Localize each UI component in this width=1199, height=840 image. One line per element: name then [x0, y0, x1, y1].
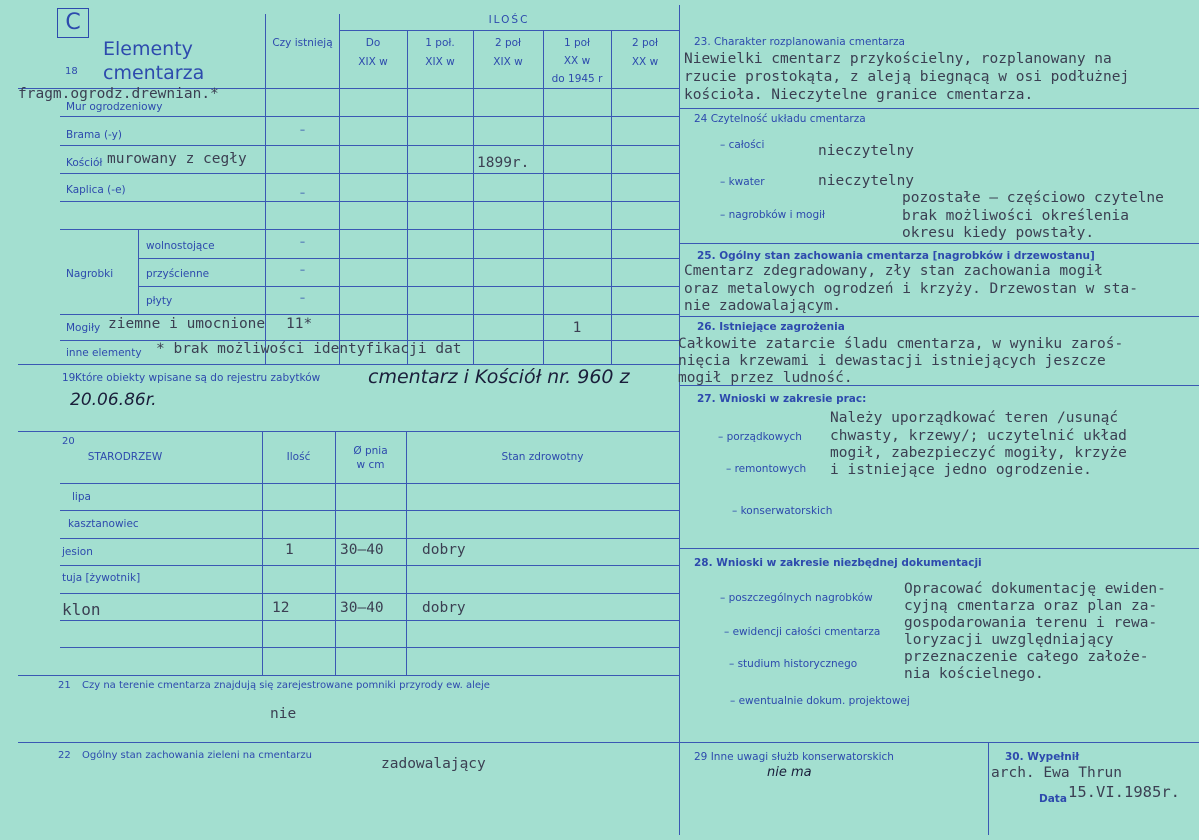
wall-mounted-exists: – [299, 264, 306, 276]
section-27-line: Należy uporządkować teren /usunąć [830, 410, 1119, 426]
section-30-date-label: Data [1039, 793, 1067, 805]
col-header: XIX w [493, 56, 523, 68]
grid-line [679, 243, 1199, 244]
card-letter: C [65, 10, 81, 35]
card-letter-box [57, 8, 89, 38]
section-24-quarters-value: nieczytelny [818, 173, 915, 189]
grid-line [60, 229, 679, 230]
tree-name: lipa [72, 491, 91, 503]
grid-line [138, 286, 679, 287]
grid-line [339, 30, 679, 31]
section-26-label: 26. Istniejące zagrożenia [697, 321, 845, 333]
row-label-chapel: Kaplica (-e) [66, 184, 126, 196]
header-quantity: ILOŚC [488, 14, 530, 26]
section-26-line: Całkowite zatarcie śladu cmentarza, w wyniku zaroś- [678, 336, 1124, 352]
section-24-tombs-line: okresu kiedy powstały. [902, 225, 1095, 241]
section-30-date: 15.VI.1985r. [1068, 783, 1180, 801]
section-27-label: 27. Wnioski w zakresie prac: [697, 393, 867, 405]
grid-line [60, 483, 679, 484]
section-21-label: Czy na terenie cmentarza znajdują się zarejestrowane pomniki przyrody ew. aleje [82, 680, 490, 691]
section-28-item: – ewentualnie dokum. projektowej [730, 695, 910, 707]
church-year: 1899r. [477, 155, 530, 171]
section-19-date: 20.06.86r. [70, 390, 157, 410]
section-27-conservation-label: – konserwatorskich [732, 505, 833, 517]
section-27-line: mogił, zabezpieczyć mogiły, krzyże [830, 445, 1127, 461]
section-29-answer: nie ma [767, 765, 812, 780]
slabs-exists: – [299, 292, 306, 304]
col-header: XIX w [425, 56, 455, 68]
section-25-line: oraz metalowych ogrodzeń i krzyży. Drzewostan w sta- [684, 281, 1138, 297]
row-label-tombs: Nagrobki [66, 268, 114, 280]
section-23-label: 23. Charakter rozplanowania cmentarza [694, 36, 905, 48]
tree-health: dobry [422, 600, 466, 616]
section-25-line: nie zadowalającym. [684, 298, 842, 314]
row-label-church: Kościół [66, 157, 103, 169]
section-19-number: 19 [62, 372, 76, 384]
church-note: murowany z cegły [107, 151, 247, 167]
row-label-graves: Mogiły [66, 322, 101, 334]
grid-line [60, 647, 679, 648]
graves-count: 1 [572, 320, 582, 336]
grid-line [60, 593, 679, 594]
grid-line [679, 316, 1199, 317]
grid-line [60, 201, 679, 202]
header-diameter: Ø pnia [353, 445, 388, 457]
center-divider [679, 5, 680, 835]
section-23-line: rzucie prostokąta, z aleją biegnącą w osi podłużnej [684, 69, 1130, 85]
graves-note: ziemne i umocnione [108, 316, 266, 332]
header-diameter-unit: w cm [356, 459, 385, 471]
row-label-freestanding: wolnostojące [146, 240, 215, 252]
grid-line [60, 145, 679, 146]
section-25-line: Cmentarz zdegradowany, zły stan zachowania mogił [684, 263, 1104, 279]
section-19-handwritten: cmentarz i Kościół nr. 960 z [368, 366, 630, 388]
row-label-wall-mounted: przyścienne [146, 268, 210, 280]
col-header: 1 poł. [425, 37, 455, 49]
header-count: Ilość [286, 451, 311, 463]
section-24-quarters-label: – kwater [720, 176, 765, 188]
tree-diameter: 30–40 [340, 542, 384, 558]
section-24-tombs-line: pozostałe – częściowo czytelne [902, 190, 1164, 206]
section-28-item: – ewidencji całości cmentarza [724, 626, 881, 638]
row-label-other: inne elementy [66, 347, 142, 359]
other-note: * brak możliwości identyfikacji dat [156, 341, 462, 357]
chapel-exists: – [299, 187, 306, 199]
grid-line [679, 108, 1199, 109]
section-28-line: Opracować dokumentację ewiden- [904, 581, 1166, 597]
section-28-line: gospodarowania terenu i rewa- [904, 615, 1158, 631]
section-27-repair-label: – remontowych [726, 463, 807, 475]
tree-name: jesion [62, 546, 93, 558]
grid-line [988, 742, 989, 835]
grid-line [18, 431, 679, 432]
grid-line [60, 510, 679, 511]
grid-line [679, 548, 1199, 549]
header-species: STARODRZEW [87, 451, 163, 463]
tree-count: 1 [285, 542, 294, 558]
section-21-answer: nie [270, 706, 297, 722]
row-label-gate: Brama (-y) [66, 129, 122, 141]
section-22-answer: zadowalający [381, 756, 486, 772]
grid-line [60, 538, 679, 539]
tree-name: kasztanowiec [68, 518, 139, 530]
grid-line [18, 742, 679, 743]
grid-line [262, 431, 263, 675]
section-30-label: 30. Wypełnił [1005, 751, 1080, 763]
section-24-tombs-label: – nagrobków i mogił [720, 209, 826, 221]
col-header: 1 poł [563, 37, 591, 49]
section-28-line: cyjną cmentarza oraz plan za- [904, 598, 1158, 614]
col-header: do 1945 r [551, 73, 603, 85]
section-23-line: kościoła. Nieczytelne granice cmentarza. [684, 87, 1034, 103]
tree-health: dobry [422, 542, 466, 558]
section-24-whole-label: – całości [720, 139, 765, 151]
grid-line [60, 116, 679, 117]
section-23-line: Niewielki cmentarz przykościelny, rozplanowany na [684, 51, 1112, 67]
section-24-whole-value: nieczytelny [818, 143, 915, 159]
col-header: XX w [631, 56, 659, 68]
col-header: XIX w [358, 56, 388, 68]
grid-line [60, 620, 679, 621]
grid-line [679, 742, 1199, 743]
gate-exists: – [299, 124, 306, 136]
header-health: Stan zdrowotny [501, 451, 584, 463]
section-24-label: 24 Czytelność układu cmentarza [694, 113, 866, 125]
graves-exists: 11* [286, 316, 313, 332]
grid-line [18, 675, 679, 676]
row-label-wall: Mur ogrodzeniowy [66, 101, 163, 113]
section-28-line: przeznaczenie całego założe- [904, 649, 1149, 665]
col-header: Do [365, 37, 381, 49]
section-19-label: Które obiekty wpisane są do rejestru zabytków [75, 372, 321, 384]
section-27-line: chwasty, krzewy/; uczytelnić układ [830, 428, 1127, 444]
section-27-line: i istniejące jedno ogrodzenie. [830, 462, 1092, 478]
section-number: 18 [65, 66, 78, 77]
section-29-label: 29 Inne uwagi służb konserwatorskich [694, 751, 894, 763]
card-title-line1: Elementy [103, 38, 193, 60]
tree-name: klon [62, 600, 101, 619]
section-25-label: 25. Ogólny stan zachowania cmentarza [nagrobków i drzewostanu] [697, 250, 1095, 262]
col-header: 2 poł [631, 37, 659, 49]
section-20-number: 20 [62, 436, 75, 447]
header-exists: Czy istnieją [272, 37, 333, 49]
section-30-name: arch. Ewa Thrun [991, 765, 1122, 781]
section-26-line: mogił przez ludność. [678, 370, 853, 386]
section-22-label: Ogólny stan zachowania zieleni na cmentarzu [82, 750, 312, 761]
section-24-tombs-line: brak możliwości określenia [902, 208, 1129, 224]
section-28-line: nia kościelnego. [904, 666, 1044, 682]
section-28-line: loryzacji uwzględniający [904, 632, 1114, 648]
grid-line [60, 565, 679, 566]
section-28-item: – studium historycznego [729, 658, 858, 670]
section-22-number: 22 [58, 750, 71, 761]
section-28-item: – poszczególnych nagrobków [720, 592, 873, 604]
section-27-cleanup-label: – porządkowych [718, 431, 802, 443]
tree-diameter: 30–40 [340, 600, 384, 616]
col-header: 2 poł [494, 37, 522, 49]
grid-line [138, 258, 679, 259]
grid-line [138, 229, 139, 314]
section-28-label: 28. Wnioski w zakresie niezbędnej dokumentacji [694, 557, 982, 569]
fence-note: fragm.ogrodz.drewnian.* [18, 86, 219, 102]
grid-line [60, 173, 679, 174]
tree-name: tuja [żywotnik] [62, 572, 141, 584]
freestanding-exists: – [299, 236, 306, 248]
grid-line [406, 431, 407, 675]
col-header: XX w [563, 55, 591, 67]
section-26-line: nięcia krzewami i dewastacji istniejących jeszcze [678, 353, 1106, 369]
card-title-line2: cmentarza [103, 62, 205, 84]
section-21-number: 21 [58, 680, 71, 691]
row-label-slabs: płyty [146, 295, 173, 307]
tree-count: 12 [272, 600, 290, 616]
